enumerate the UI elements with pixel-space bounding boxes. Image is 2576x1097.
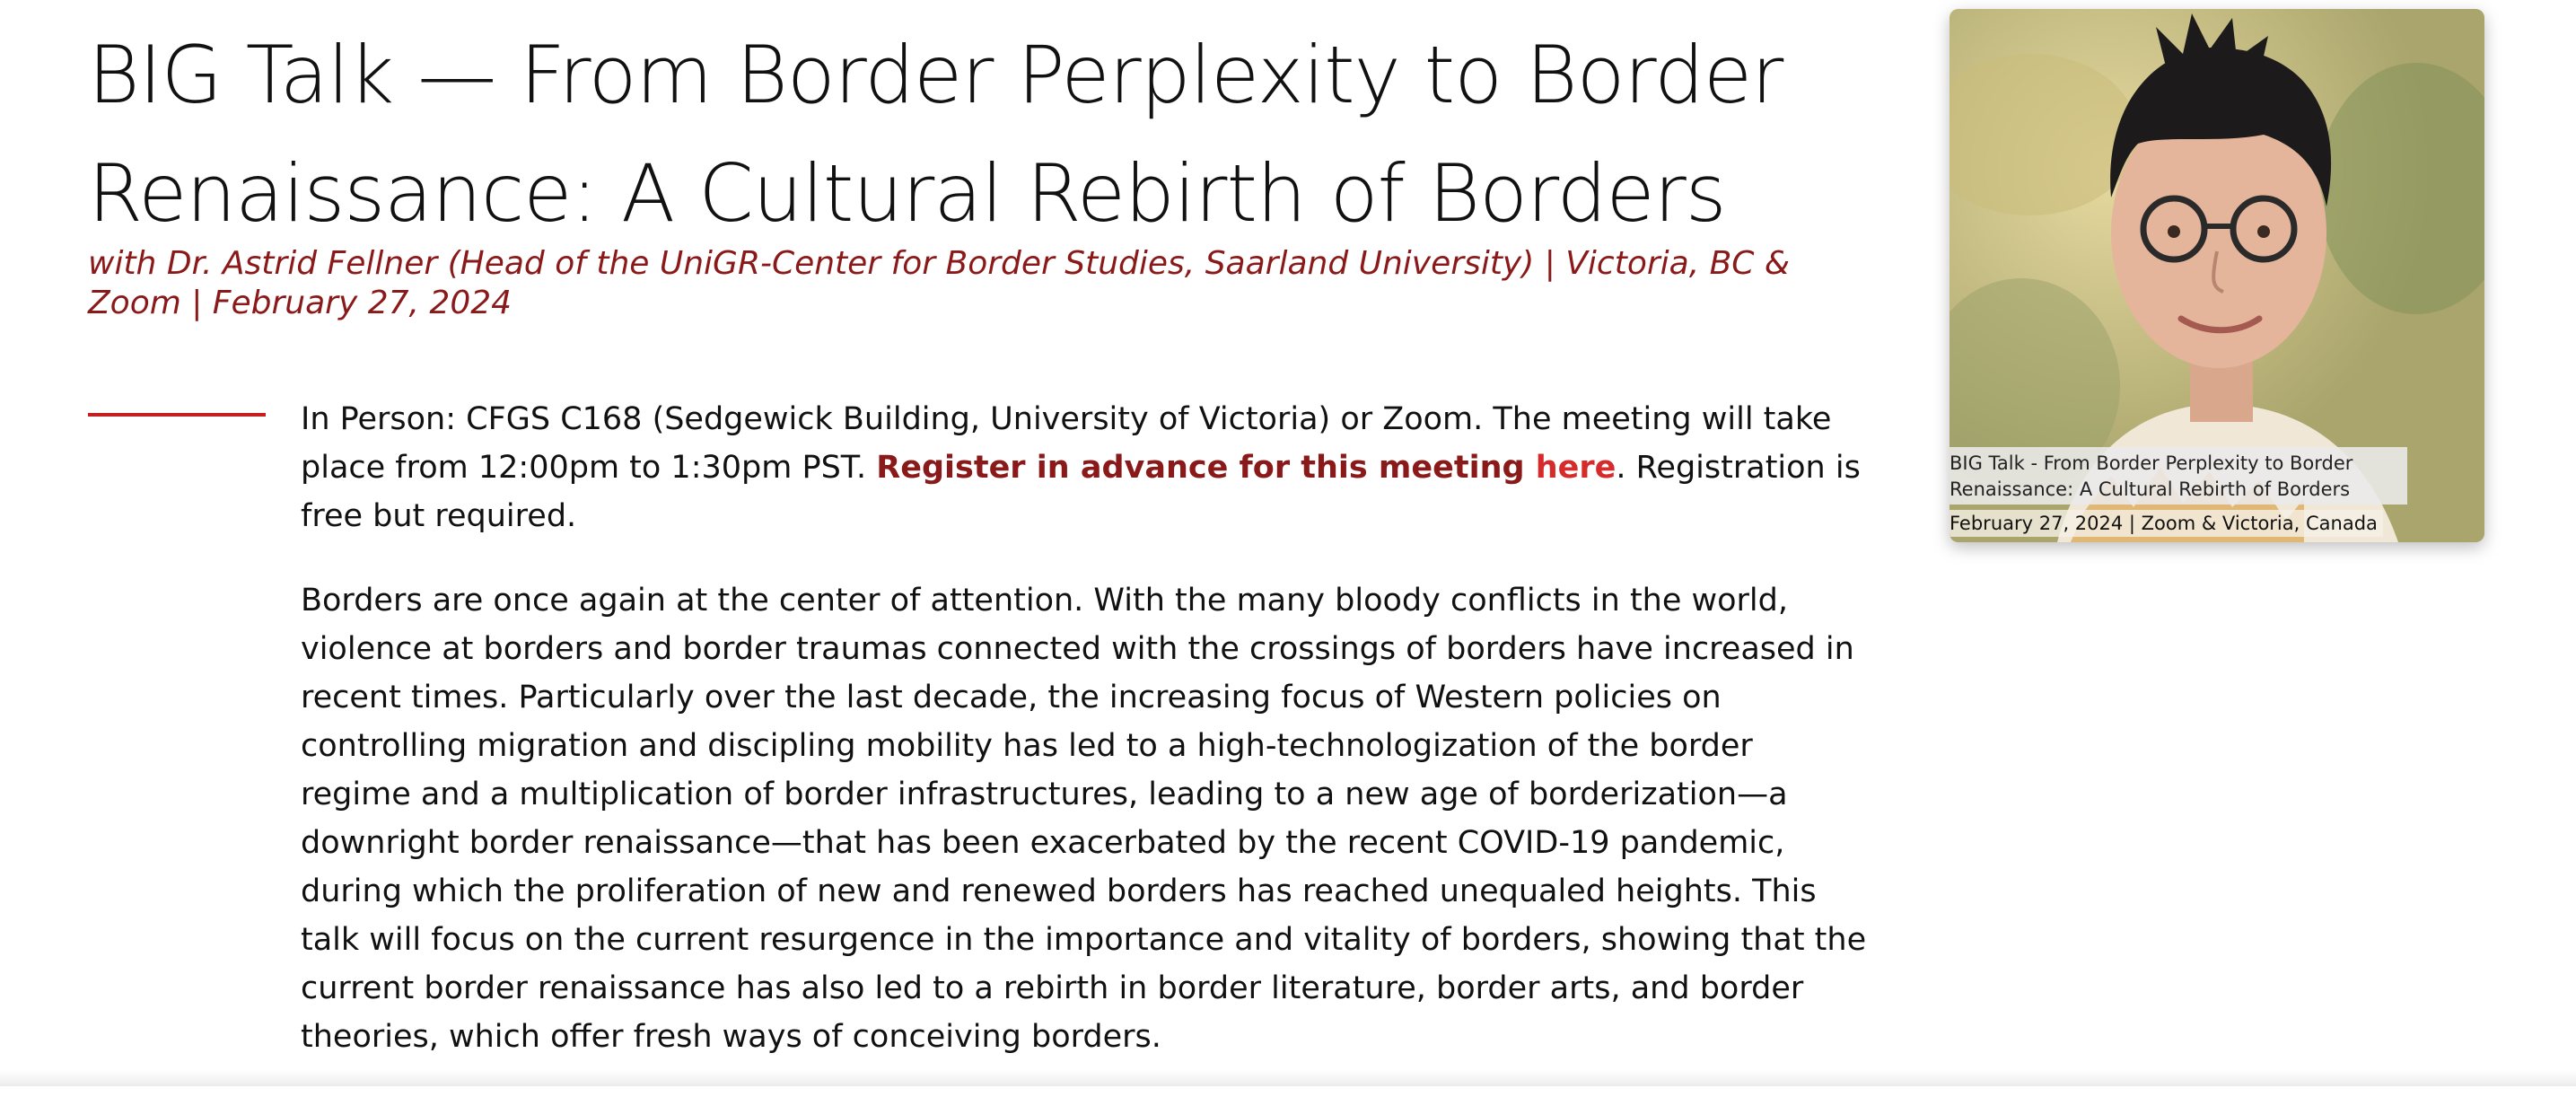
event-description bbox=[301, 395, 1871, 1097]
intro-text: In Person: CFGS C168 (Sedgewick Building, University of Victoria) or Zoom. The meeting will take place from 12:00pm to 1:30pm PST. bbox=[301, 401, 1832, 486]
caption-line-2: Renaissance: A Cultural Rebirth of Borders bbox=[1950, 478, 2351, 500]
caption-line-1: BIG Talk - From Border Perplexity to Border bbox=[1950, 452, 2353, 474]
abstract-paragraph: Borders are once again at the center of attention. With the many bloody conflicts in the world, violence at borders and border traumas connected with the crossings of borders have increased in recent times. Particularly over the last decade, the increasing focus of Western policies on controlling migration and discipling mobility has led to a high-technologization of the border regime and a multiplication of border infrastructures, leading to a new age of borderization—a downright border renaissance—that has been exacerbated by the recent COVID-19 pandemic, during which the proliferation of new and renewed borders has reached unequaled heights. This talk will focus on the current resurgence in the importance and vitality of borders, showing that the current border renaissance has also led to a rebirth in border literature, border arts, and border theories, which offer fresh ways of conceiving borders. bbox=[301, 583, 1867, 1055]
intro-paragraph bbox=[301, 395, 1871, 540]
page-bottom-edge bbox=[0, 1070, 2576, 1086]
accent-divider bbox=[88, 413, 266, 417]
event-subtitle: with Dr. Astrid Fellner (Head of the UniGR-Center for Border Studies, Saarland University) | Victoria, BC & Zoom | February 27, 2024 bbox=[88, 245, 1790, 321]
image-meta: February 27, 2024 | Zoom & Victoria, Canada bbox=[1950, 510, 2383, 537]
here-link[interactable]: here bbox=[1535, 450, 1617, 486]
page-title: BIG Talk — From Border Perplexity to Border Renaissance: A Cultural Rebirth of Borders bbox=[88, 29, 1783, 240]
register-link[interactable]: Register in advance for this meeting bbox=[876, 450, 1536, 486]
intro-text-after: . Registration is free but required. bbox=[301, 450, 1861, 534]
image-caption bbox=[1950, 447, 2407, 505]
event-image-card[interactable] bbox=[1950, 9, 2484, 542]
